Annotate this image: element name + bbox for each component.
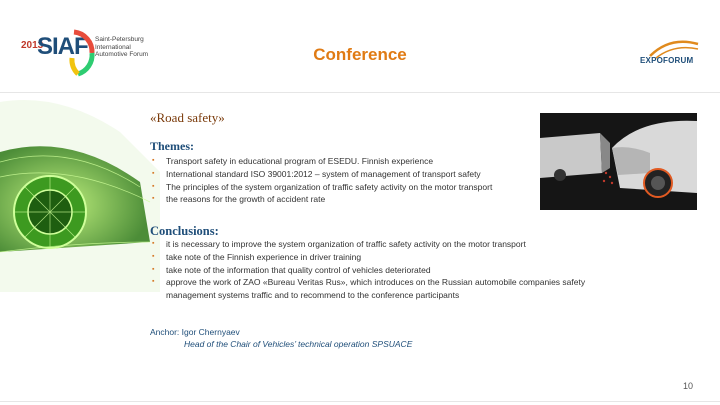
conclusions-list <box>150 238 620 302</box>
list-item: ▪ take note of the Finnish experience in driver training <box>152 251 362 262</box>
themes-heading: Themes: <box>150 139 194 153</box>
siaf-year: 2013 <box>21 40 44 51</box>
bullet-icon: ▪ <box>152 195 155 203</box>
expoforum-logo-text: EXPOFORUM <box>640 56 694 65</box>
bullet-icon: ▪ <box>152 169 155 177</box>
list-item: ▪ it is necessary to improve the system organization of traffic safety activity on the motor transport <box>152 239 526 249</box>
page-title: Conference <box>313 45 407 64</box>
siaf-text: Saint-Petersburg International Automotive Forum <box>95 36 149 58</box>
page-number: 10 <box>683 381 694 391</box>
bullet-icon: ▪ <box>152 182 155 190</box>
conclusions-heading: Conclusions: <box>150 224 219 238</box>
wireframe-car-image <box>0 92 160 292</box>
header <box>0 0 720 92</box>
anchor-role: Head of the Chair of Vehicles’ technical operation SPSUACE <box>184 339 413 349</box>
list-item: ▪ International standard ISO 39001:2012 – system of management of transport safety <box>152 168 481 179</box>
bullet-icon: ▪ <box>152 252 155 260</box>
anchor-name: Anchor: Igor Chernyaev <box>150 327 240 337</box>
bullet-icon: ▪ <box>152 157 155 164</box>
themes-list <box>150 155 540 206</box>
bullet-icon: ▪ <box>152 265 155 273</box>
slide-subtitle: «Road safety» <box>150 110 225 125</box>
footer-divider <box>0 401 720 402</box>
bullet-icon: ▪ <box>152 278 155 286</box>
siaf-mark: SIAF <box>37 33 88 60</box>
bullet-icon: ▪ <box>152 240 155 247</box>
list-item: ▪ the reasons for the growth of accident rate <box>152 194 326 205</box>
list-item: ▪ approve the work of ZAO «Bureau Veritas Rus», which introduces on the Russian automobile companies safety management systems traffic and to recommend to the conference participants <box>152 277 586 301</box>
car-crash-photo <box>540 113 697 210</box>
list-item: ▪ Transport safety in educational program of ESEDU. Finnish experience <box>152 156 434 166</box>
list-item: ▪ The principles of the system organization of traffic safety activity on the motor transport <box>152 181 493 192</box>
list-item: ▪ take note of the information that quality control of vehicles deteriorated <box>152 264 431 275</box>
